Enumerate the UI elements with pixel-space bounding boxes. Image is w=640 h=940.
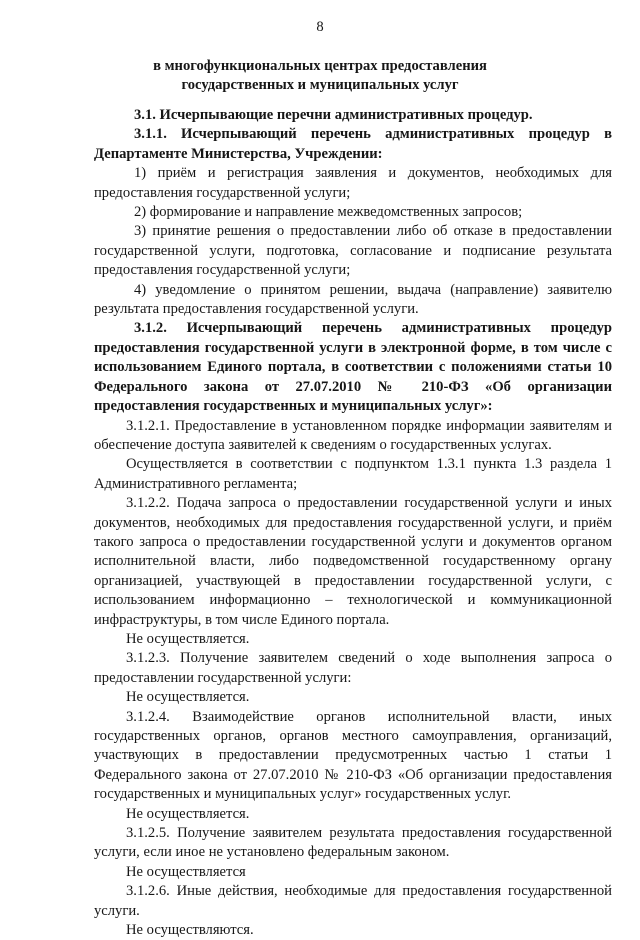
page-number: 8 (316, 19, 324, 35)
status-note: Не осуществляются. (126, 922, 254, 939)
document-body (94, 106, 612, 940)
list-item-2: 2) формирование и направление межведомственных запросов; (134, 204, 523, 221)
subsection-title-3-1-1: 3.1.1. Исчерпывающий перечень административных процедур в Департаменте Министерства, Учреждении: (94, 126, 612, 162)
paragraph-3-1-2-1: 3.1.2.1. Предоставление в установленном порядке информации заявителям и обеспечение доступа заявителей к сведениям о государственных услугах. (94, 417, 612, 453)
heading-line-2: государственных и муниципальных услуг (181, 77, 459, 94)
status-note: Не осуществляется. (126, 630, 250, 647)
subsection-title-3-1-2: 3.1.2. Исчерпывающий перечень административных процедур предоставления государственной услуги в электронной форме, в том числе с использованием Единого портала, в соответствии с положениями статьи 10 Федерального закона от 27.07.2010 № 210-ФЗ «Об организации предоставления государственных и муниципальных услуг»: (94, 320, 612, 415)
paragraph-3-1-2-4: 3.1.2.4. Взаимодействие органов исполнительной власти, иных государственных органов, органов местного самоуправления, организаций, участвующих в предоставлении предусмотренных частью 1 статьи 1 Федерального закона от 27.07.2010 № 210-ФЗ «Об организации предоставления государственных и муниципальных услуг» государственных услуг. (94, 708, 612, 803)
paragraph-3-1-2-6: 3.1.2.6. Иные действия, необходимые для предоставления государственной услуги. (94, 883, 612, 919)
status-note: Не осуществляется. (126, 689, 250, 706)
list-item-1: 1) приём и регистрация заявления и документов, необходимых для предоставления государственной услуги; (94, 165, 612, 201)
paragraph-3-1-2-5: 3.1.2.5. Получение заявителем результата предоставления государственной услуги, если иное не установлено федеральным законом. (94, 825, 612, 861)
section-heading (0, 57, 640, 96)
paragraph-3-1-2-2: 3.1.2.2. Подача запроса о предоставлении государственной услуги и иных документов, необходимых для предоставления государственной услуги, и приём такого запроса о предоставлении государственной услуги и документов органом исполнительной власти, либо подведомственной государственному органу организацией, участвующей в предоставлении государственной услуги, с использованием информационно – технологической и коммуникационной инфраструктуры, в том числе Единого портала. (94, 495, 612, 628)
paragraph-3-1-2-3: 3.1.2.3. Получение заявителем сведений о ходе выполнения запроса о предоставлении государственной услуги: (94, 650, 612, 686)
section-title-3-1: 3.1. Исчерпывающие перечни административных процедур. (134, 107, 533, 123)
list-item-3: 3) принятие решения о предоставлении либо об отказе в предоставлении государственной услуги, подготовка, согласование и подписание результата предоставления государственной услуги; (94, 223, 612, 279)
list-item-4: 4) уведомление о принятом решении, выдача (направление) заявителю результата предоставления государственной услуги. (94, 281, 612, 318)
status-note: Не осуществляется (126, 863, 246, 880)
status-note: Не осуществляется. (126, 805, 250, 822)
heading-line-1: в многофункциональных центрах предоставления (153, 58, 487, 74)
paragraph-reference: Осуществляется в соответствии с подпунктом 1.3.1 пункта 1.3 раздела 1 Административного регламента; (94, 456, 612, 492)
